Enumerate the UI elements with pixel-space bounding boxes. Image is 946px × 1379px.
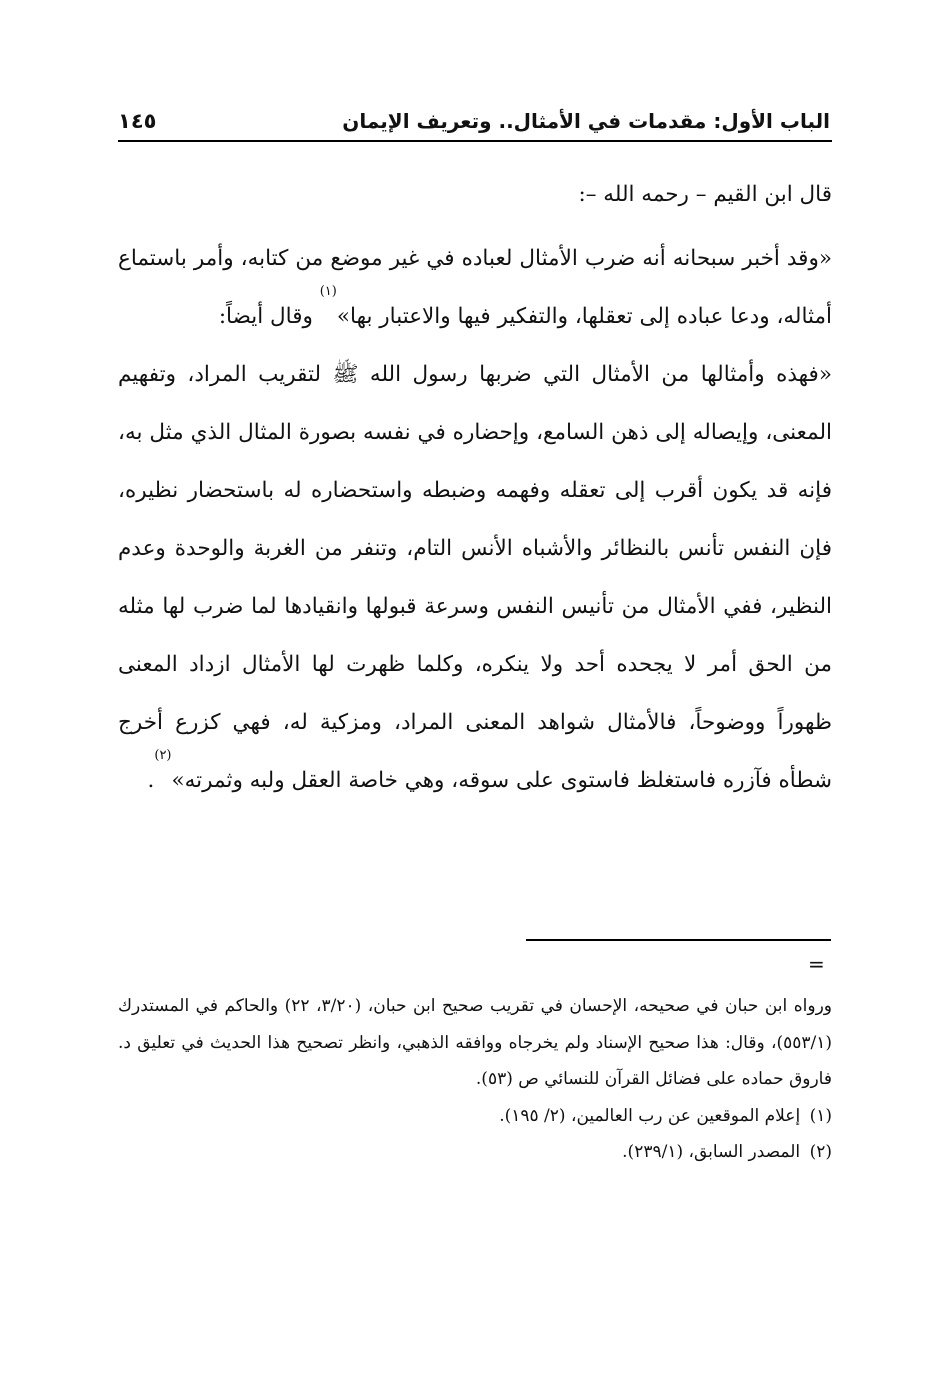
footnote-continuation-mark: = — [808, 952, 825, 976]
footnotes — [118, 988, 832, 1171]
footnote-ref-1: (١) — [319, 284, 337, 299]
header-rule — [118, 140, 832, 142]
main-text — [118, 166, 832, 810]
quote-1-tail: وقال أيضاً: — [218, 304, 320, 329]
footnote-continuation: ورواه ابن حبان في صحيحه، الإحسان في تقريب صحيح ابن حبان، (٣/٢٠، ٢٢) والحاكم في المستدرك (٥٥٣/١)، وقال: هذا صحيح الإسناد ولم يخرجاه ووافقه الذهبي، وانظر تصحيح هذا الحديث في تعليق د. فاروق حماده على فضائل القرآن للنسائي ص (٥٣). — [118, 996, 832, 1089]
footnote-1-number: (١) — [809, 1105, 832, 1126]
footnote-1 — [118, 1098, 832, 1135]
footnote-2 — [118, 1134, 832, 1171]
quote-2-tail: . — [147, 768, 155, 793]
footnote-2-number: (٢) — [809, 1142, 832, 1162]
footnote-1-text: إعلام الموقعين عن رب العالمين، (٢/ ١٩٥). — [499, 1105, 801, 1126]
footnote-2-text: المصدر السابق، (٢٣٩/١). — [622, 1142, 801, 1162]
quote-2-text: «فهذه وأمثالها من الأمثال التي ضربها رسول الله ﷺ لتقريب المراد، وتفهيم المعنى، وإيصاله إلى ذهن السامع، وإحضاره في نفسه بصورة المثال الذي مثل به، فإنه قد يكون أقرب إلى تعقله وفهمه وضبطه واستحضاره له باستحضار نظيره، فإن النفس تأنس بالنظائر والأشباه الأنس التام، وتنفر من الغربة والوحدة وعدم النظير، ففي الأمثال من تأنيس النفس وسرعة قبولها وانقيادها لما ضرب لها مثله من الحق أمر لا يجحده أحد ولا ينكره، وكلما ظهرت لها الأمثال ازداد المعنى ظهوراً ووضوحاً، فالأمثال شواهد المعنى المراد، ومزكية له، فهي كزرع أخرج شطأه فآزره فاستغلظ فاستوى على سوقه، وهي خاصة العقل ولبه وثمرته» — [118, 362, 832, 793]
running-header — [118, 104, 830, 138]
quote-1-text: «وقد أخبر سبحانه أنه ضرب الأمثال لعباده في غير موضع من كتابه، وأمر باستماع أمثاله، ودعا عباده إلى تعقلها، والتفكير فيها والاعتبار بها» — [118, 246, 832, 329]
quote-paragraph-1 — [118, 230, 832, 346]
footnote-ref-2: (٢) — [154, 748, 172, 763]
footnote-separator — [526, 939, 831, 941]
quote-paragraph-2 — [118, 346, 832, 810]
chapter-title: الباب الأول: مقدمات في الأمثال.. وتعريف الإيمان — [342, 109, 830, 133]
quote-intro: قال ابن القيم – رحمه الله –: — [578, 182, 832, 207]
page-number: ١٤٥ — [118, 109, 157, 133]
